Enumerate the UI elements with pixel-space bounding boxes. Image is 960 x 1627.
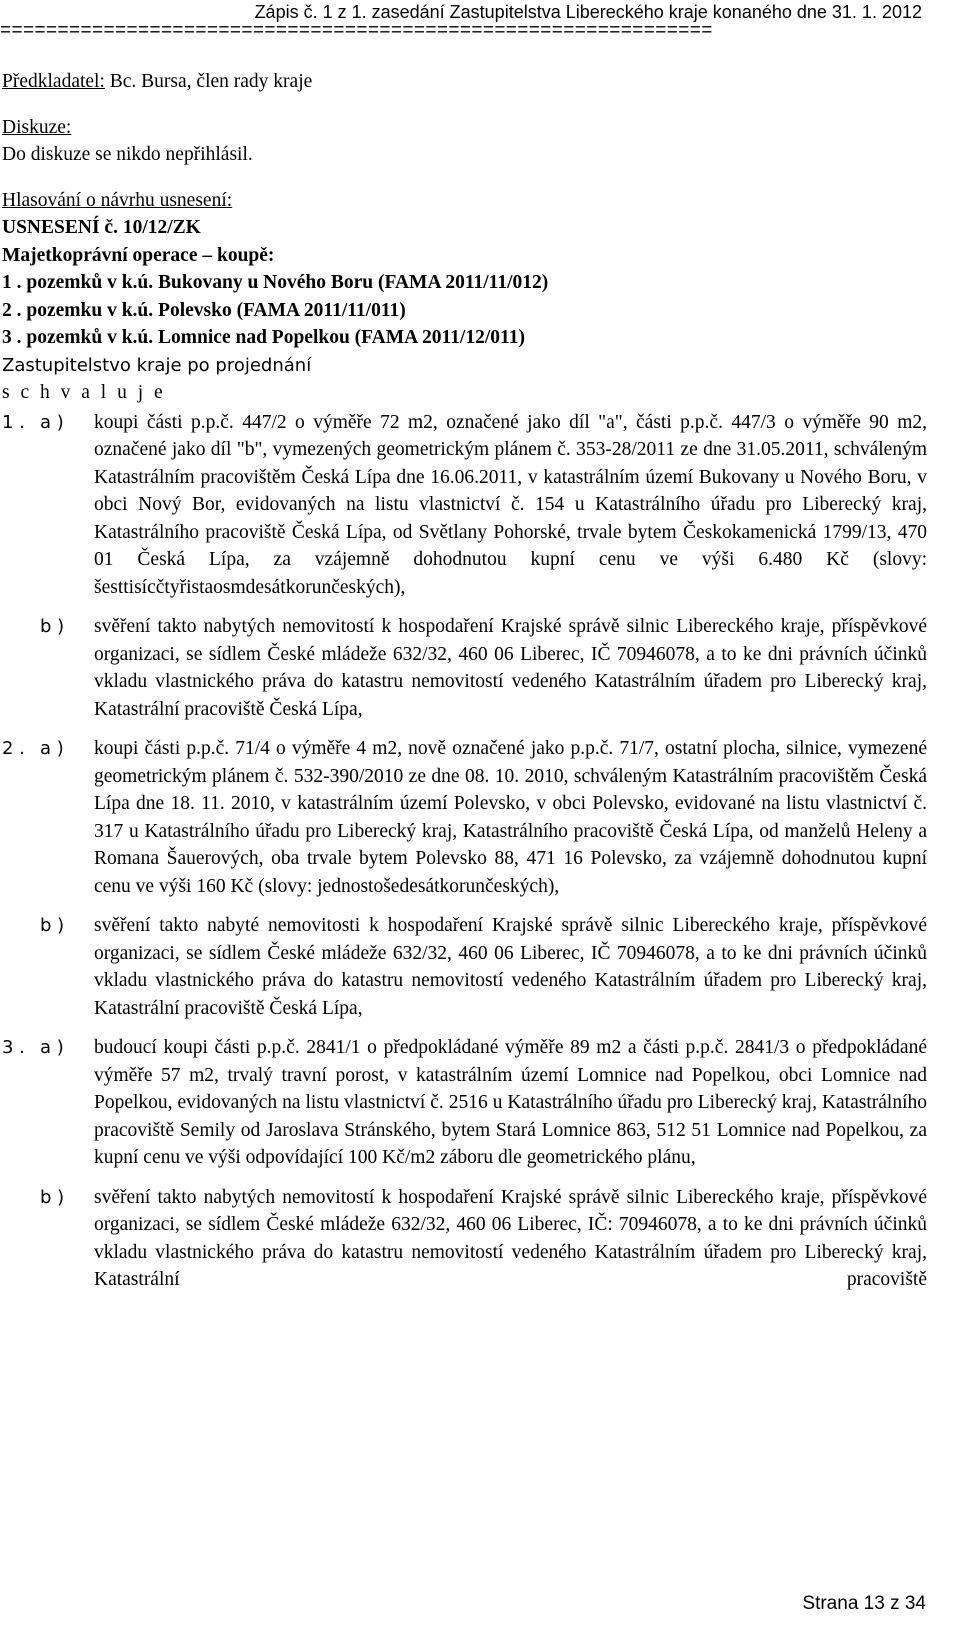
item-text: koupi části p.p.č. 71/4 o výměře 4 m2, nově označené jako p.p.č. 71/7, ostatní plocha, silnice, vymezené geometrickým plánem č. 532-390/2010 ze dne 08. 10. 2010, schváleným Katastrálním pracovištěm Česká Lípa dne 18. 11. 2010, v katastrálním území Polevsko, v obci Polevsko, evidované na listu vlastnictví č. 317 u Katastrálního úřadu pro Liberecký kraj, Katastrálního pracoviště Česká Lípa, od manželů Heleny a Romana Šauerových, oba trvale bytem Polevsko 88, 471 16 Polevsko, za vzájemně dohodnutou kupní cenu ve výši 160 Kč (slovy: jednostošedesátkorunčeských), <box>94 738 927 897</box>
resolution-item <box>2 1034 927 1172</box>
item-text: budoucí koupi části p.p.č. 2841/1 o předpokládané výměře 89 m2 a části p.p.č. 2841/3 o předpokládané výměře 57 m2, trvalý travní porost, v katastrálním území Lomnice nad Popelkou, obci Lomnice nad Popelkou, evidovaných na listu vlastnictví č. 2516 u Katastrálního úřadu pro Liberecký kraj, Katastrálního pracoviště Semily od Jaroslava Stránského, bytem Stará Lomnice 863, 512 51 Lomnice nad Popelkou, za kupní cenu ve výši odpovídající 100 Kč/m2 záboru dle geometrického plánu, <box>94 1037 927 1168</box>
predkladatel-label: Předkladatel: <box>2 71 105 92</box>
hlasovani-label: Hlasování o návrhu usnesení: <box>2 189 233 211</box>
item-letter: b ) <box>40 1186 65 1208</box>
usneseni-list-item: 1 . pozemků v k.ú. Bukovany u Nového Boru (FAMA 2011/11/012) <box>2 272 549 293</box>
resolution-item <box>2 912 927 1022</box>
item-number: 1 . <box>2 411 25 433</box>
item-number <box>2 613 40 723</box>
predkladatel-name: Bc. Bursa, člen rady kraje <box>104 71 313 92</box>
item-letter: b ) <box>40 915 65 936</box>
diskuze-label: Diskuze: <box>2 116 72 138</box>
diskuze-text: Do diskuze se nikdo nepřihlásil. <box>2 144 253 165</box>
item-letter: b ) <box>40 616 65 637</box>
item-letter: a ) <box>40 738 64 759</box>
resolution-item <box>2 613 927 723</box>
usneseni-intro: Zastupitelstvo kraje po projednání <box>2 354 312 376</box>
usneseni-schvaluje: s c h v a l u j e <box>2 382 166 403</box>
resolution-item <box>2 735 927 900</box>
item-number: 3 . <box>2 1037 25 1058</box>
usneseni-list-item: 3 . pozemků v k.ú. Lomnice nad Popelkou (FAMA 2011/12/011) <box>2 327 525 348</box>
usneseni-list-item: 2 . pozemku v k.ú. Polevsko (FAMA 2011/11/011) <box>2 299 406 321</box>
item-text: svěření takto nabytých nemovitostí k hospodaření Krajské správě silnic Libereckého kraje, příspěvkové organizaci, se sídlem České mládeže 632/32, 460 06 Liberec, IČ 70946078, a to ke dni právních účinků vkladu vlastnického práva do katastru nemovitostí vedeného Katastrálním úřadem pro Liberecký kraj, Katastrální pracoviště Česká Lípa, <box>94 616 927 720</box>
header-title: Zápis č. 1 z 1. zasedání Zastupitelstva Libereckého kraje konaného dne 31. 1. 2012 <box>254 2 922 22</box>
header-rule: ============================================================== <box>0 20 713 41</box>
page-number: Strana 13 z 34 <box>802 1593 926 1614</box>
usneseni-number: USNESENÍ č. 10/12/ZK <box>2 217 201 238</box>
item-text: koupi části p.p.č. 447/2 o výměře 72 m2, označené jako díl "a", části p.p.č. 447/3 o výměře 90 m2, označené jako díl "b", vymezených geometrickým plánem č. 353-28/2011 ze dne 31.05.2011, schváleným Katastrálním pracovištěm Česká Lípa dne 16.06.2011, v katastrálním území Bukovany u Nového Boru, v obci Nový Bor, evidovaných na listu vlastnictví č. 154 u Katastrálního úřadu pro Liberecký kraj, Katastrálního pracoviště Česká Lípa, od Světlany Pohorské, trvale bytem Českokamenická 1799/13, 470 01 Česká Lípa, za vzájemně dohodnutou kupní cenu ve výši 6.480 Kč (slovy: šesttisícčtyřistaosmdesátkorunčeských), <box>94 411 927 598</box>
item-letter: a ) <box>40 411 64 433</box>
item-number <box>2 1184 40 1294</box>
item-number: 2 . <box>2 738 25 759</box>
document-body <box>2 68 927 1294</box>
item-letter: a ) <box>40 1037 64 1058</box>
resolution-item <box>2 409 927 602</box>
item-text: svěření takto nabytých nemovitostí k hospodaření Krajské správě silnic Libereckého kraje, příspěvkové organizaci, se sídlem České mládeže 632/32, 460 06 Liberec, IČ: 70946078, a to ke dni právních účinků vkladu vlastnického práva do katastru nemovitostí vedeného Katastrálním úřadem pro Liberecký kraj, Katastrální pracoviště <box>94 1186 927 1290</box>
item-number <box>2 912 40 1022</box>
resolution-item <box>2 1184 927 1294</box>
predkladatel-line <box>2 68 927 96</box>
item-text: svěření takto nabyté nemovitosti k hospodaření Krajské správě silnic Libereckého kraje, příspěvkové organizaci, se sídlem České mládeže 632/32, 460 06 Liberec, IČ 70946078, a to ke dni právních účinků vkladu vlastnického práva do katastru nemovitostí vedeného Katastrálním úřadem pro Liberecký kraj, Katastrální pracoviště Česká Lípa, <box>94 915 927 1019</box>
usneseni-title: Majetkoprávní operace – koupě: <box>2 244 275 266</box>
